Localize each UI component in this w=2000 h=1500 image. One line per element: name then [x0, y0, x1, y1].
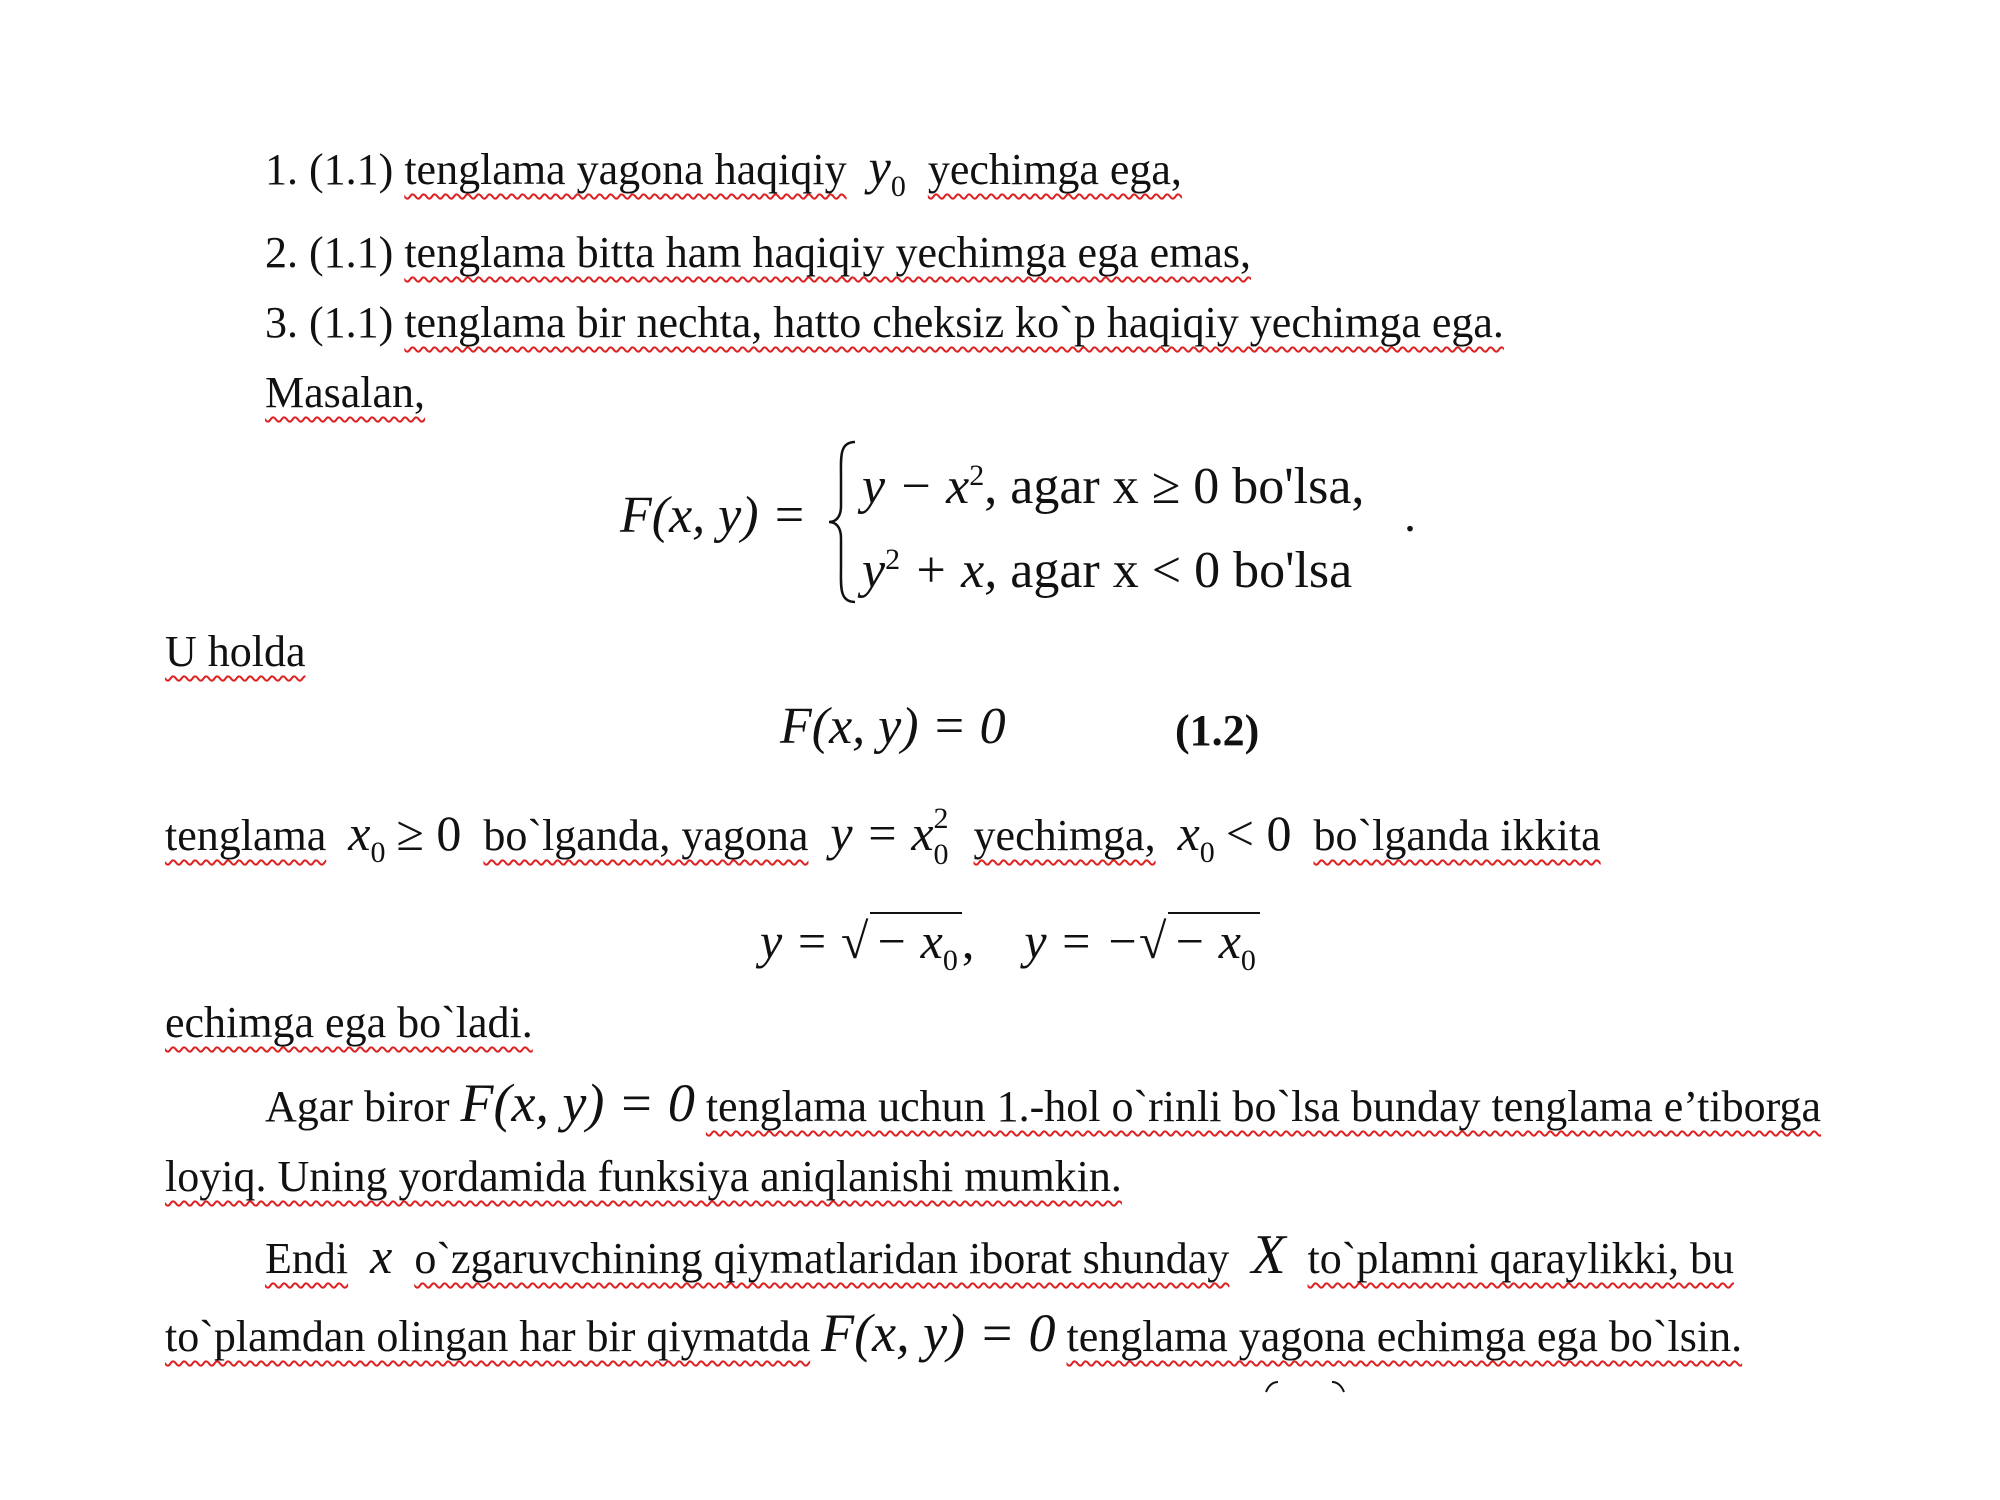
list-item-3 — [265, 296, 1504, 350]
masalan-line — [265, 366, 425, 420]
solution-line — [165, 802, 1601, 880]
para1-equation: F(x, y) = 0 — [460, 1073, 695, 1133]
para2-cont-end: tenglama yagona echimga ega bo`lsin. — [1066, 1312, 1743, 1361]
paragraph-2 — [265, 1224, 1734, 1286]
row1-expression: y − x — [862, 458, 970, 515]
item-number: 2. (1.1) — [265, 228, 394, 277]
para2-start: Endi — [265, 1234, 349, 1283]
para2-middle: o`zgaruvchining qiymatlaridan iborat shunday — [414, 1234, 1230, 1283]
sqrt-icon: √ — [840, 913, 869, 969]
text-tenglama: tenglama — [165, 811, 327, 860]
system-row-2 — [862, 530, 1352, 601]
u-holda-text: U holda — [165, 627, 306, 676]
item-number: 1. (1.1) — [265, 145, 394, 194]
row2-condition: agar x < 0 bo'lsa — [997, 542, 1353, 599]
system-row-1 — [862, 446, 1364, 517]
system-lhs: F(x, y) = — [620, 487, 807, 544]
curly-brace-icon — [825, 438, 859, 606]
u-holda-line — [165, 625, 306, 679]
row1-superscript: 2 — [969, 459, 985, 492]
paragraph-1 — [265, 1073, 1822, 1134]
list-item-1 — [265, 140, 1182, 214]
echimga-line — [165, 996, 533, 1050]
root-a-lhs: y = — [760, 913, 829, 969]
root-a-radicand — [870, 912, 961, 988]
root-b-lhs: y = − — [1024, 913, 1140, 969]
math-var: y — [868, 139, 891, 195]
math-solution: y = x — [830, 805, 934, 861]
text-yechimga: yechimga, — [973, 811, 1156, 860]
math-sup: 2 — [933, 802, 949, 835]
row2-variable: y — [862, 542, 886, 599]
math-set-x: X — [1251, 1224, 1286, 1286]
paragraph-2-cont — [165, 1303, 1743, 1364]
root-b-radicand — [1168, 912, 1259, 988]
para1-start: Agar biror — [265, 1082, 450, 1131]
row1-condition: , agar x ≥ 0 bo'lsa, — [984, 458, 1365, 515]
roots-line — [760, 912, 1260, 988]
radicand-text: − x — [874, 913, 943, 969]
sqrt-icon: √ — [1139, 913, 1167, 969]
list-item-2 — [265, 226, 1251, 280]
paragraph-1-cont — [165, 1150, 1122, 1204]
echimga-text: echimga ega bo`ladi. — [165, 998, 533, 1047]
equation-1-2 — [780, 698, 1260, 755]
radicand-text: − x — [1172, 913, 1241, 969]
masalan-text: Masalan, — [265, 368, 426, 417]
para1-rest: tenglama uchun 1.-hol o`rinli bo`lsa bunday tenglama e’tiborga — [705, 1082, 1822, 1131]
item-text: tenglama yagona haqiqiy — [404, 145, 847, 194]
math-x: x — [1177, 805, 1200, 861]
math-x: x — [348, 805, 371, 861]
math-sub: 0 — [1240, 944, 1256, 977]
clipped-parenthesis-fragment — [1260, 1380, 1350, 1394]
math-sub: 0 — [933, 838, 949, 871]
equation-number: (1.2) — [1175, 706, 1260, 755]
para1-continuation: loyiq. Uning yordamida funksiya aniqlanishi mumkin. — [165, 1152, 1122, 1201]
row2-expression: + x, — [900, 542, 998, 599]
math-sub: 0 — [370, 836, 386, 869]
item-text: tenglama bitta ham haqiqiy yechimga ega emas, — [404, 228, 1252, 277]
equation-expression: F(x, y) = 0 — [780, 698, 1006, 755]
item-number: 3. (1.1) — [265, 298, 394, 347]
math-cond: < 0 — [1225, 805, 1292, 861]
root-separator: , — [961, 913, 975, 969]
para2-equation: F(x, y) = 0 — [821, 1303, 1056, 1363]
text-bolganda: bo`lganda, yagona — [483, 811, 809, 860]
math-sub: 0 — [890, 170, 906, 203]
item-text: yechimga ega, — [927, 145, 1182, 194]
math-subsup — [933, 802, 952, 871]
piecewise-system — [620, 432, 1440, 612]
math-cond: ≥ 0 — [396, 805, 462, 861]
text-ikkita: bo`lganda ikkita — [1313, 811, 1601, 860]
para2-cont-start: to`plamdan olingan har bir qiymatda — [165, 1312, 811, 1361]
math-sub: 0 — [942, 944, 958, 977]
para2-end: to`plamni qaraylikki, bu — [1307, 1234, 1734, 1283]
math-x: x — [370, 1228, 393, 1284]
row2-superscript: 2 — [885, 543, 901, 576]
math-sub: 0 — [1199, 836, 1215, 869]
item-text: tenglama bir nechta, hatto cheksiz ko`p haqiqiy yechimga ega. — [404, 298, 1504, 347]
system-period: . — [1404, 489, 1416, 542]
